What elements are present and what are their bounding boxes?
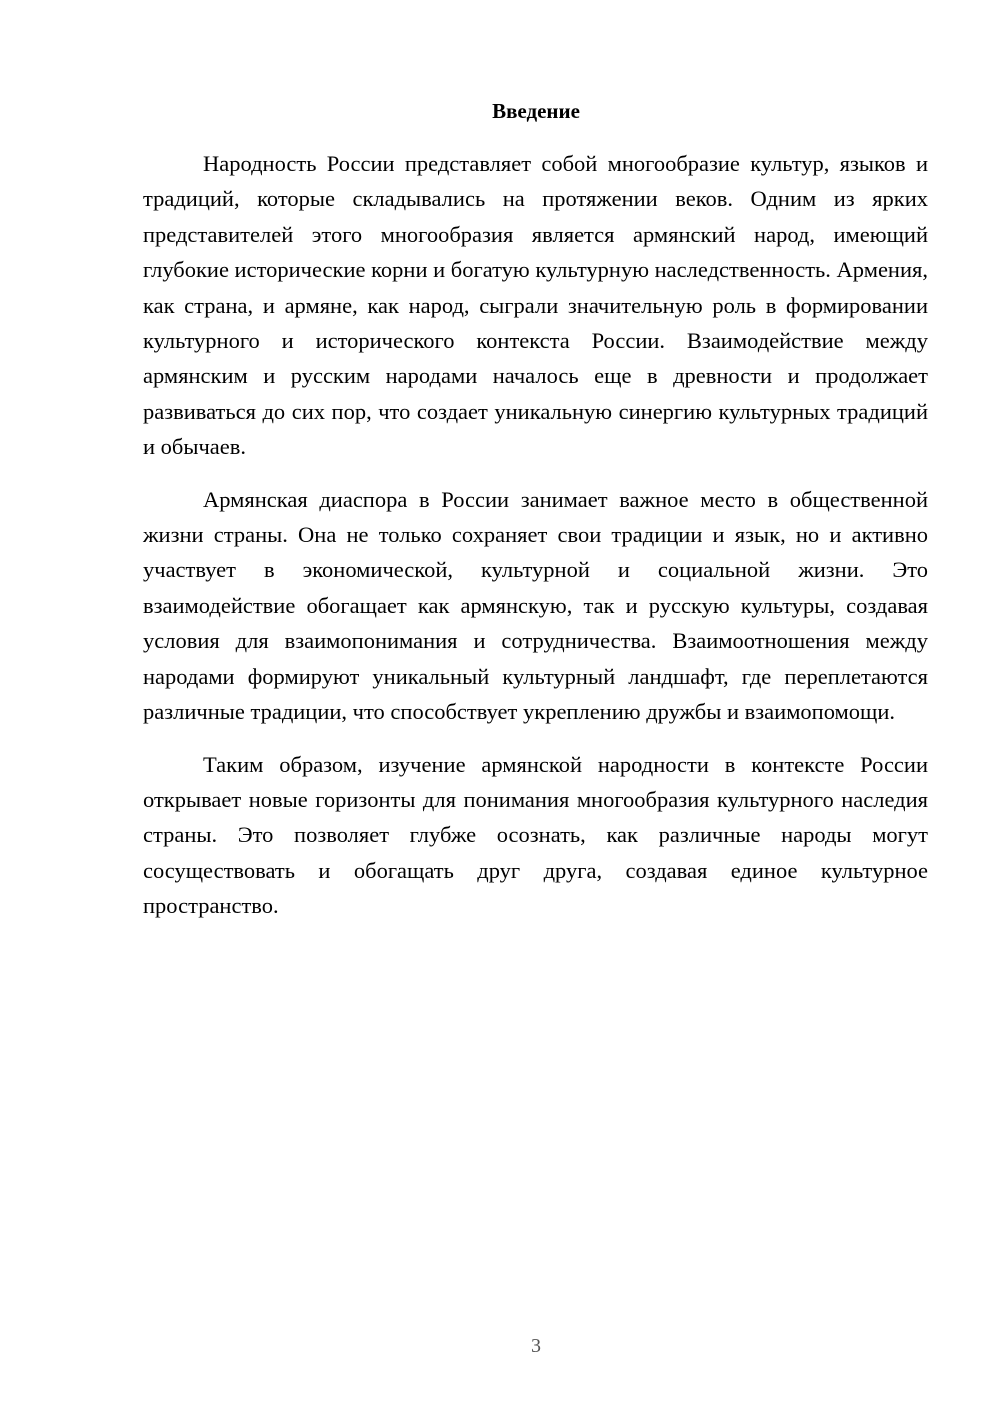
section-heading: Введение (492, 99, 580, 123)
paragraph-2: Армянская диаспора в России занимает важное место в общественной жизни страны. Она не только сохраняет свои традиции и язык, но и активно участвует в экономической, культурной и социальной жизни. Это взаимодействие обогащает как армянскую, так и русскую культуры, создавая условия для взаимопонимания и сотрудничества. Взаимоотношения между народами формируют уникальный культурный ландшафт, где переплетаются различные традиции, что способствует укреплению дружбы и взаимопомощи. (143, 486, 928, 725)
paragraph-3: Таким образом, изучение армянской народности в контексте России открывает новые горизонты для понимания многообразия культурного наследия страны. Это позволяет глубже осознать, как различные народы могут сосуществовать и обогащать друг друга, создавая единое культурное пространство. (143, 751, 928, 919)
page-number: 3 (531, 1335, 541, 1357)
paragraph-1: Народность России представляет собой многообразие культур, языков и традиций, которые складывались на протяжении веков. Одним из ярких представителей этого многообразия является армянский народ, имеющий глубокие исторические корни и богатую культурную наследственность. Армения, как страна, и армяне, как народ, сыграли значительную роль в формировании культурного и исторического контекста России. Взаимодействие между армянским и русским народами началось еще в древности и продолжает развиваться до сих пор, что создает уникальную синергию культурных традиций и обычаев. (143, 151, 928, 460)
body-text (143, 146, 928, 941)
